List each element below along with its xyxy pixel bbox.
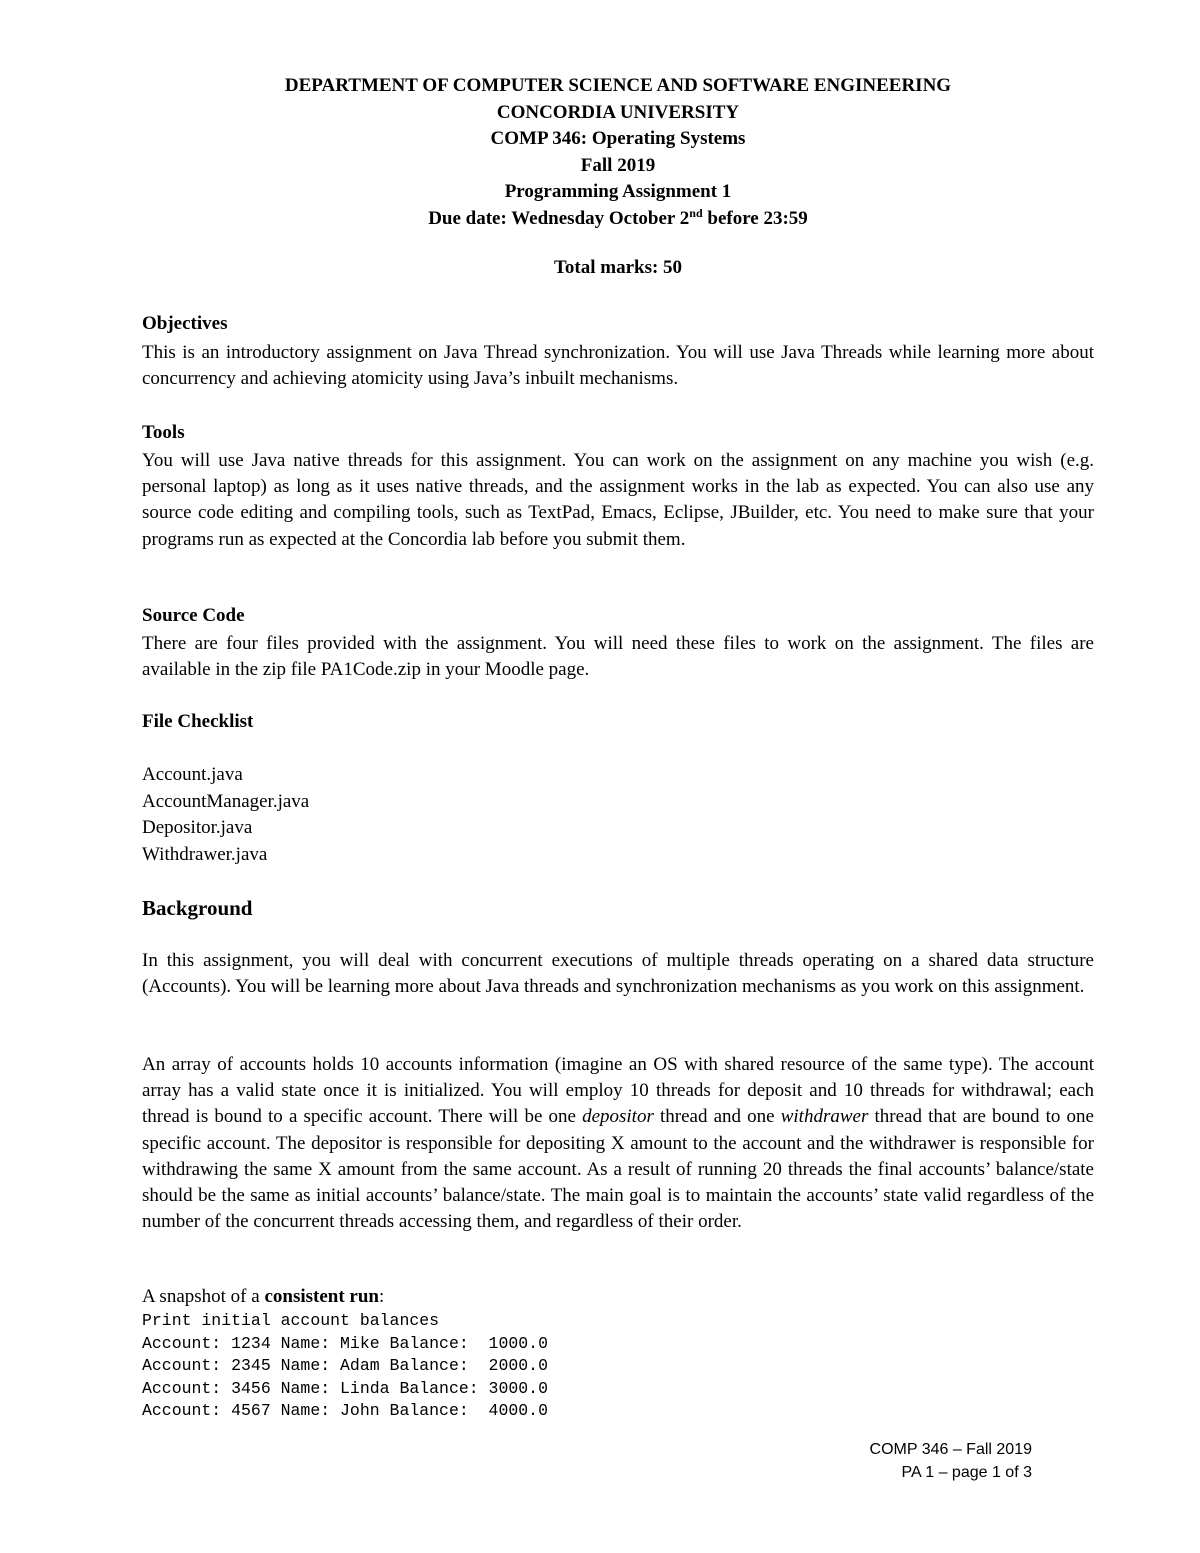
snapshot-label [142,1286,384,1308]
code-line: Account: 1234 Name: Mike Balance: 1000.0 [142,1333,548,1353]
page-footer [870,1438,1032,1484]
source-code-body: There are four files provided with the assignment. You will need these files to work on the assignment. The files are available in the zip file PA1Code.zip in your Moodle page. [142,633,1094,681]
objectives-body: This is an introductory assignment on Java Thread synchronization. You will use Java Threads while learning more about concurrency and achieving atomicity using Java’s inbuilt mechanisms. [142,342,1094,390]
para2-text-b: thread and one [653,1106,781,1128]
assignment-title: Programming Assignment 1 [504,181,732,202]
code-line: Account: 4567 Name: John Balance: 4000.0 [142,1401,548,1421]
file-checklist-heading: File Checklist [142,711,254,732]
list-item: AccountManager.java [142,790,310,812]
snapshot-label-prefix: A snapshot of a [142,1286,265,1307]
depositor-term: depositor [582,1106,654,1128]
footer-page-number: PA 1 – page 1 of 3 [901,1464,1032,1481]
term: Fall 2019 [580,154,656,176]
para2-text-a: An array of accounts holds 10 accounts information (imagine an OS with shared resource of the same type). The account array has a valid state once it is initialized. You will employ 10 threads for deposit and 10 threads for withdrawal; each thread is bound to a specific account. There will be one [142,1054,1094,1128]
code-line: Print initial account balances [142,1311,440,1330]
footer-course: COMP 346 – Fall 2019 [869,1441,1032,1458]
document-header [0,73,1200,232]
background-heading: Background [142,896,253,920]
file-list [142,762,309,868]
code-output [142,1310,548,1423]
tools-heading: Tools [142,422,185,443]
para2-text-c: thread that are bound to one specific account. The depositor is responsible for depositing X amount to the account and the withdrawer is responsible for withdrawing the same X amount from the same account. As a result of running 20 threads the final accounts’ balance/state should be the same as initial accounts’ balance/state. The main goal is to maintain the accounts’ state valid regardless of the number of the concurrent threads accessing them, and regardless of their order. [142,1106,1094,1233]
total-marks: Total marks: 50 [553,257,683,278]
withdrawer-term: withdrawer [780,1106,869,1128]
list-item: Account.java [142,764,243,785]
background-paragraph-2 [142,1052,1094,1235]
course-title: COMP 346: Operating Systems [490,128,746,149]
list-item: Withdrawer.java [142,843,268,865]
due-date-suffix: before 23:59 [702,207,808,229]
code-line: Account: 2345 Name: Adam Balance: 2000.0 [142,1356,548,1376]
due-date-ordinal: nd [689,205,703,220]
list-item: Depositor.java [142,817,253,838]
background-paragraph-1: In this assignment, you will deal with concurrent executions of multiple threads operating on a shared data structure (Accounts). You will be learning more about Java threads and synchronization mechanisms as you work on this assignment. [142,950,1094,998]
objectives-heading: Objectives [142,313,228,334]
university-name: CONCORDIA UNIVERSITY [496,101,740,123]
department-name: DEPARTMENT OF COMPUTER SCIENCE AND SOFTWARE ENGINEERING [284,75,952,96]
snapshot-label-suffix: : [378,1286,385,1307]
due-date [0,206,1200,233]
source-code-heading: Source Code [142,605,245,626]
tools-body: You will use Java native threads for this assignment. You can work on the assignment on any machine you wish (e.g. personal laptop) as long as it uses native threads, and the assignment works in the lab as expected. You can also use any source code editing and compiling tools, such as TextPad, Emacs, Eclipse, JBuilder, etc. You need to make sure that your programs run as expected at the Concordia lab before you submit them. [142,450,1094,550]
code-line: Account: 3456 Name: Linda Balance: 3000.0 [142,1378,548,1398]
due-date-prefix: Due date: Wednesday October 2 [428,207,690,229]
snapshot-label-bold: consistent run [264,1286,379,1307]
